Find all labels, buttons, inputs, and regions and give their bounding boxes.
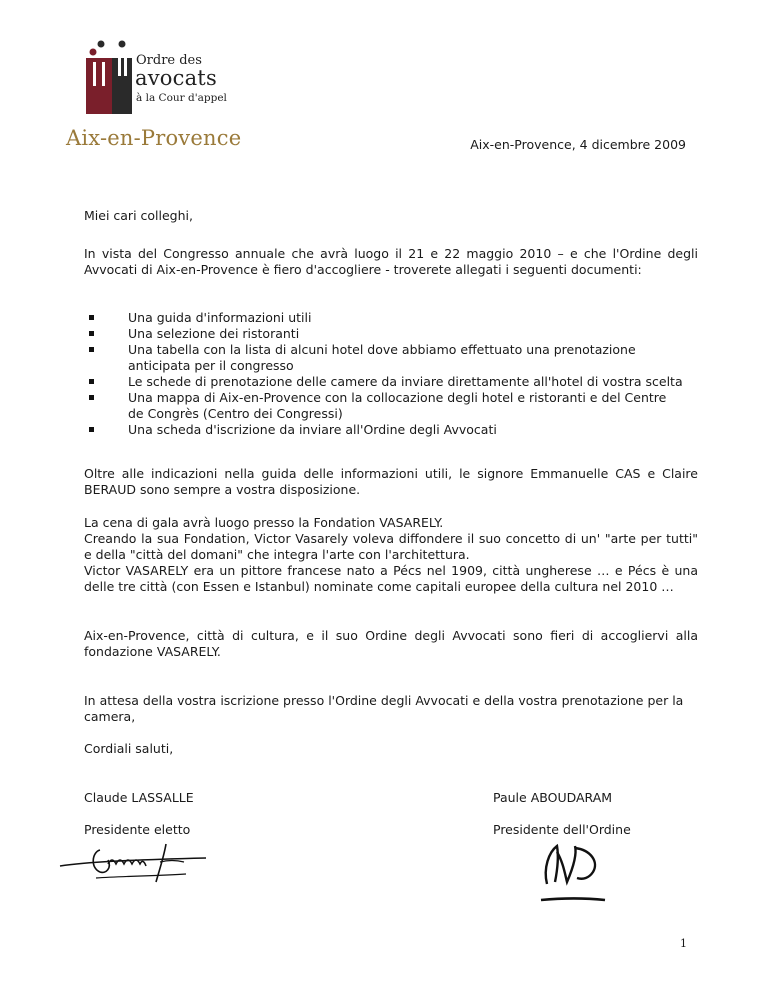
list-item: Le schede di prenotazione delle camere da inviare direttamente all'hotel di vostra scelta — [84, 374, 684, 390]
list-item: Una guida d'informazioni utili — [84, 310, 684, 326]
bullet-icon — [89, 331, 94, 336]
gala-paragraph — [84, 515, 698, 595]
signature-right-icon — [533, 838, 613, 908]
bullet-icon — [89, 347, 94, 352]
logo-emblem-icon — [66, 38, 136, 118]
logo-line-avocats: avocats — [135, 66, 217, 90]
list-item: Una tabella con la lista di alcuni hotel dove abbiamo effettuato una prenotazione anticipata per il congresso — [84, 342, 684, 374]
letter-date: Aix-en-Provence, 4 dicembre 2009 — [470, 137, 686, 152]
logo-city-name: Aix-en-Provence — [66, 126, 242, 150]
greeting: Miei cari colleghi, — [84, 208, 193, 223]
signatory-left-name: Claude LASSALLE — [84, 790, 194, 805]
signatory-left-title: Presidente eletto — [84, 822, 191, 837]
list-item: Una mappa di Aix-en-Provence con la collocazione degli hotel e ristoranti e del Centre de Congrès (Centro dei Congressi) — [84, 390, 684, 422]
logo-line-ordre: Ordre des — [136, 53, 202, 68]
closing-paragraph: In attesa della vostra iscrizione presso l'Ordine degli Avvocati e della vostra prenotazione per la camera, — [84, 693, 684, 724]
bullet-icon — [89, 395, 94, 400]
aix-paragraph: Aix-en-Provence, città di cultura, e il suo Ordine degli Avvocati sono fieri di accogliervi alla fondazione VASARELY. — [84, 628, 698, 659]
bullet-icon — [89, 379, 94, 384]
attachments-list — [84, 310, 684, 438]
salutation: Cordiali saluti, — [84, 741, 174, 756]
intro-paragraph: In vista del Congresso annuale che avrà luogo il 21 e 22 maggio 2010 – e che l'Ordine degli Avvocati di Aix-en-Provence è fiero d'accogliere - troverete allegati i seguenti documenti: — [84, 246, 698, 277]
gala-line: La cena di gala avrà luogo presso la Fondation VASARELY. — [84, 515, 444, 530]
list-item: Una scheda d'iscrizione da inviare all'Ordine degli Avvocati — [84, 422, 684, 438]
page-number: 1 — [680, 937, 687, 950]
gala-line: Victor VASARELY era un pittore francese nato a Pécs nel 1909, città ungherese … e Pécs è una delle tre città (con Essen e Istanbul) nominate come capitali europee della cultura nel 2010 … — [84, 563, 698, 594]
signatory-right-title: Presidente dell'Ordine — [493, 822, 631, 837]
bullet-icon — [89, 427, 94, 432]
bullet-icon — [89, 315, 94, 320]
signatory-right-name: Paule ABOUDARAM — [493, 790, 613, 805]
logo-line-cour: à la Cour d'appel — [136, 92, 227, 104]
signature-left-icon — [56, 838, 216, 888]
list-item: Una selezione dei ristoranti — [84, 326, 684, 342]
gala-line: Creando la sua Fondation, Victor Vasarely voleva diffondere il suo concetto di un' "arte per tutti" e della "città del domani" che integra l'arte con l'architettura. — [84, 531, 698, 562]
contacts-paragraph: Oltre alle indicazioni nella guida delle informazioni utili, le signore Emmanuelle CAS e Claire BERAUD sono sempre a vostra disposizione. — [84, 466, 698, 497]
bar-association-logo — [66, 38, 242, 153]
